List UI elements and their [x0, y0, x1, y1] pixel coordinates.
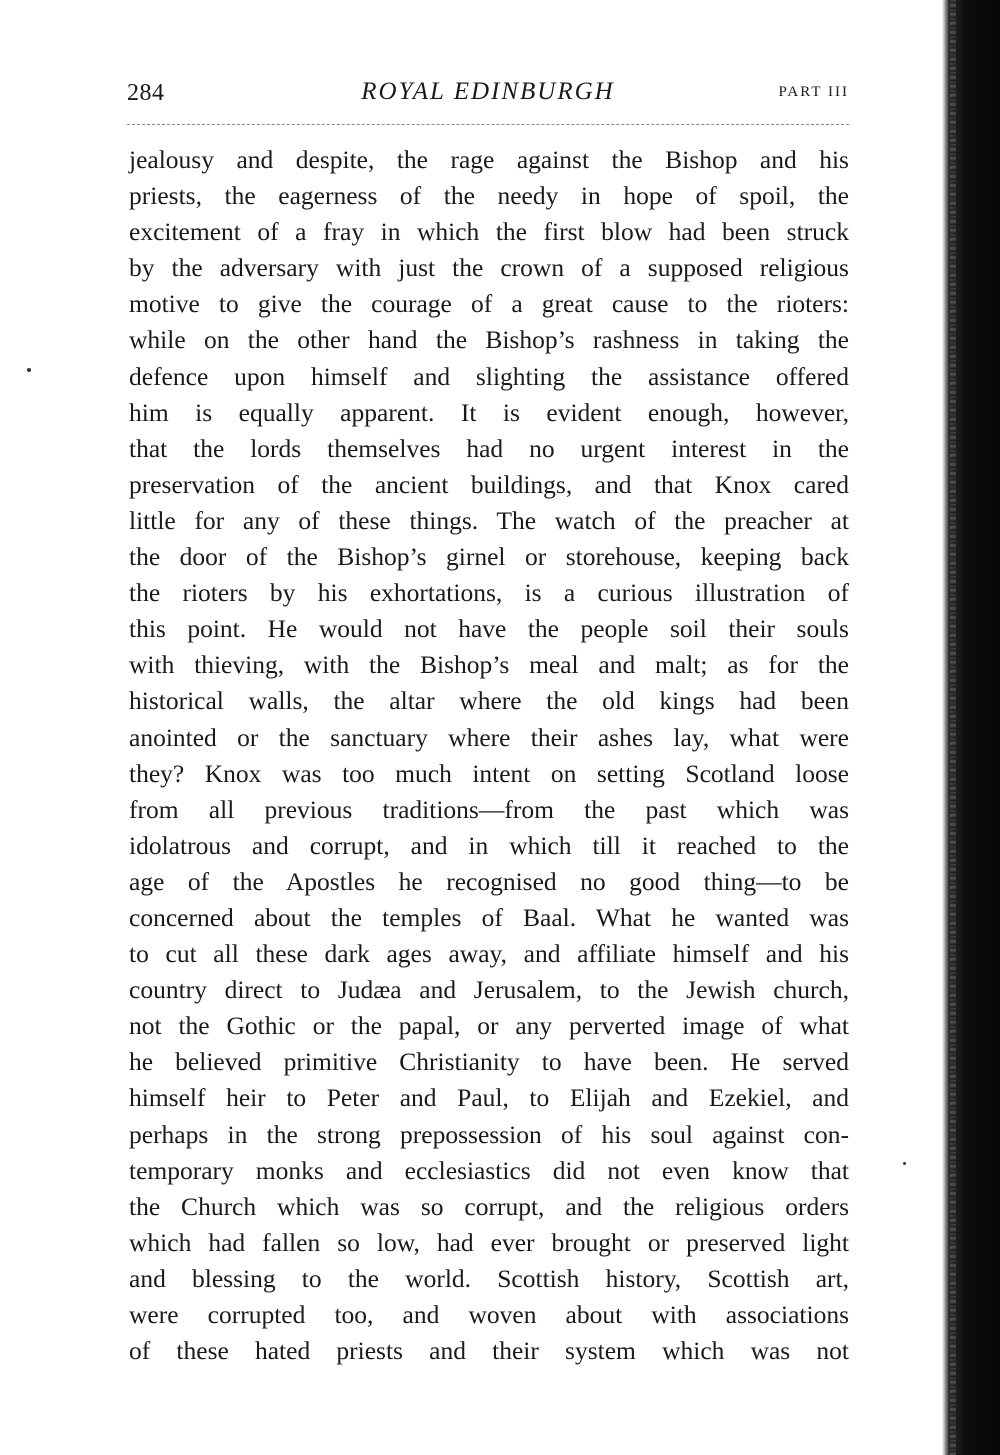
text-line: from all previous traditions—from the past which was — [129, 794, 849, 824]
text-line: concerned about the temples of Baal. What he wanted was — [129, 902, 849, 932]
text-line: and blessing to the world. Scottish history, Scottish art, — [129, 1263, 849, 1293]
text-line: which had fallen so low, had ever brought or preserved light — [129, 1227, 849, 1257]
text-line: idolatrous and corrupt, and in which till it reached to the — [129, 830, 849, 860]
text-line: not the Gothic or the papal, or any perverted image of what — [129, 1011, 849, 1041]
text-line: historical walls, the altar where the old kings had been — [129, 686, 849, 716]
text-line: defence upon himself and slighting the assistance offered — [129, 361, 849, 391]
text-line: this point. He would not have the people soil their souls — [129, 614, 849, 644]
text-line: excitement of a fray in which the first blow had been struck — [129, 217, 849, 247]
text-line: the door of the Bishop’s girnel or storehouse, keeping back — [129, 542, 849, 572]
text-line: were corrupted too, and woven about with associations — [129, 1300, 849, 1329]
stray-ink-mark — [903, 1162, 906, 1165]
text-line: anointed or the sanctuary where their ashes lay, what were — [129, 722, 849, 752]
text-line: the rioters by his exhortations, is a curious illustration of — [129, 578, 849, 608]
text-line: age of the Apostles he recognised no good thing—to be — [129, 866, 849, 896]
text-line: with thieving, with the Bishop’s meal and malt; as for the — [129, 650, 849, 680]
text-line: priests, the eagerness of the needy in hope of spoil, the — [129, 181, 849, 211]
text-line: to cut all these dark ages away, and affiliate himself and his — [129, 939, 849, 969]
text-line: him is equally apparent. It is evident enough, however, — [129, 397, 849, 427]
text-line: himself heir to Peter and Paul, to Elijah and Ezekiel, and — [129, 1083, 849, 1113]
text-line: jealousy and despite, the rage against the Bishop and his — [129, 145, 849, 174]
text-line: he believed primitive Christianity to have been. He served — [129, 1047, 849, 1077]
text-line: perhaps in the strong prepossession of his soul against con- — [129, 1119, 849, 1149]
text-line: by the adversary with just the crown of a supposed religious — [129, 253, 849, 283]
text-line: preservation of the ancient buildings, and that Knox cared — [129, 469, 849, 499]
part-label: PART III — [778, 84, 849, 100]
text-line: country direct to Judæa and Jerusalem, to the Jewish church, — [129, 975, 849, 1005]
text-line: temporary monks and ecclesiastics did not even know that — [129, 1155, 849, 1185]
running-title: ROYAL EDINBURGH — [361, 78, 615, 105]
text-line: the Church which was so corrupt, and the religious orders — [129, 1191, 849, 1221]
page-number: 284 — [127, 80, 165, 106]
text-line: while on the other hand the Bishop’s rashness in taking the — [129, 325, 849, 355]
text-line: motive to give the courage of a great cause to the rioters: — [129, 289, 849, 319]
page-header — [127, 74, 849, 114]
text-line: of these hated priests and their system which was not — [129, 1336, 849, 1366]
binding-texture — [950, 0, 956, 1455]
header-rule — [127, 124, 849, 125]
stray-ink-mark — [27, 368, 31, 372]
text-line: little for any of these things. The watch of the preacher at — [129, 505, 849, 535]
body-text — [129, 142, 849, 1369]
text-line: they? Knox was too much intent on setting Scotland loose — [129, 758, 849, 788]
text-line: that the lords themselves had no urgent interest in the — [129, 433, 849, 463]
